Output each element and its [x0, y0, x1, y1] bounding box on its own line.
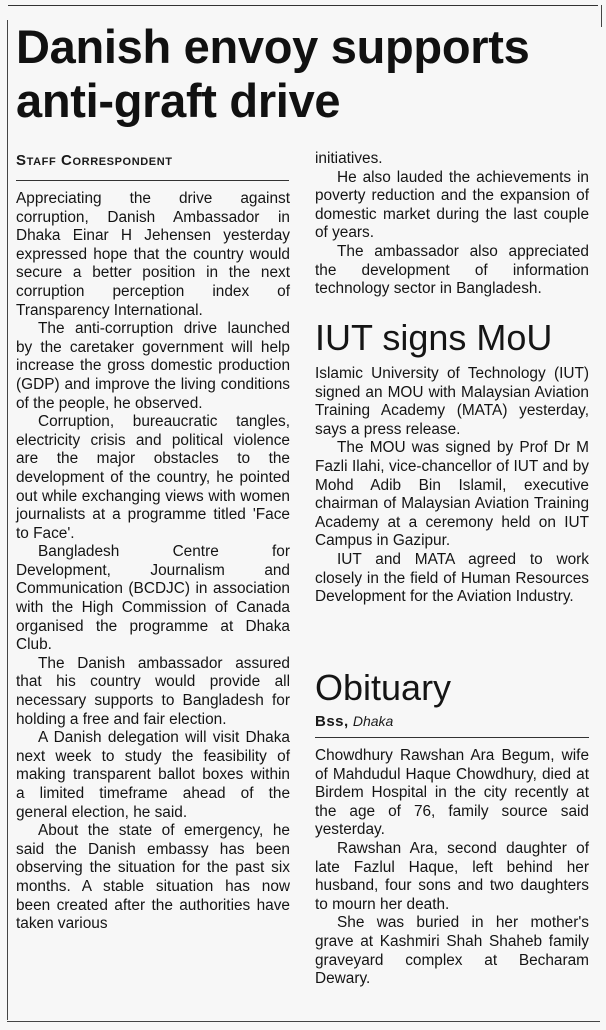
obituary-paragraph: She was buried in her mother's grave at Kashmiri Shah Shaheb family graveyard complex at Becharam Dewary.	[315, 914, 589, 988]
article-body-continuation	[315, 150, 589, 299]
byline-divider	[16, 180, 289, 181]
article-paragraph: He also lauded the achievements in poverty reduction and the expansion of domestic market during the last couple of years.	[315, 168, 589, 242]
mou-body	[315, 365, 589, 607]
article-headline: Danish envoy supports anti-graft drive	[16, 20, 530, 127]
obituary-body	[315, 747, 589, 989]
obituary-paragraph: Rawshan Ara, second daughter of late Fazlul Haque, left behind her husband, four sons and two daughters to mourn her death.	[315, 839, 589, 913]
article-paragraph: Appreciating the drive against corruption, Danish Ambassador in Dhaka Einar H Jehensen yesterday expressed hope that the country would secure a better position in the next corruption perception index of Transparency International.	[16, 190, 290, 319]
article-paragraph: initiatives.	[315, 150, 383, 167]
top-border-rule	[8, 5, 598, 6]
article-paragraph: The Danish ambassador assured that his country would provide all necessary supports to Bangladesh for holding a free and fair election.	[16, 654, 290, 728]
mou-paragraph: IUT and MATA agreed to work closely in the field of Human Resources Development for the Aviation Industry.	[315, 550, 589, 606]
mou-paragraph: The MOU was signed by Prof Dr M Fazli Ilahi, vice-chancellor of IUT and by Mohd Adib Bin Islamil, executive chairman of Malaysian Aviation Training Academy at a ceremony held on IUT Campus in Gazipur.	[315, 439, 589, 550]
article-paragraph: Bangladesh Centre for Development, Journalism and Communication (BCDJC) in association with the High Commission of Canada organised the programme at Dhaka Club.	[16, 543, 290, 654]
article-paragraph: The ambassador also appreciated the development of information technology sector in Bangladesh.	[315, 242, 589, 298]
obituary-byline	[315, 713, 393, 730]
mou-paragraph: Islamic University of Technology (IUT) signed an MOU with Malaysian Aviation Training Academy (MATA) yesterday, says a press release.	[315, 365, 589, 438]
obituary-agency: Bss,	[315, 713, 349, 730]
obituary-divider	[315, 737, 589, 738]
obituary-dateline: Dhaka	[352, 713, 394, 729]
obituary-headline: Obituary	[315, 667, 452, 708]
article-paragraph: A Danish delegation will visit Dhaka next week to study the feasibility of making transparent ballot boxes within a limited timeframe ahead of the general election, he said.	[16, 729, 290, 821]
article-paragraph: The anti-corruption drive launched by the caretaker government will help increase the gross domestic production (GDP) and improve the living conditions of the people, he observed.	[16, 320, 290, 412]
obituary-paragraph: Chowdhury Rawshan Ara Begum, wife of Mahdudul Haque Chowdhury, died at Birdem Hospital in the city recently at the age of 76, family source said yesterday.	[315, 747, 589, 839]
mou-headline: IUT signs MoU	[315, 317, 553, 358]
article-byline: Staff Correspondent	[16, 152, 173, 169]
bottom-border-rule	[7, 1021, 600, 1022]
article-paragraph: About the state of emergency, he said the Danish embassy has been observing the situation for the past six months. A stable situation has now been created after the authorities have taken various	[16, 822, 290, 933]
left-border-rule	[7, 20, 8, 1020]
article-body-column-left	[16, 190, 290, 934]
article-paragraph: Corruption, bureaucratic tangles, electricity crisis and political violence are the major obstacles to the development of the country, he pointed out while exchanging views with women journalists at a programme titled 'Face to Face'.	[16, 413, 290, 542]
